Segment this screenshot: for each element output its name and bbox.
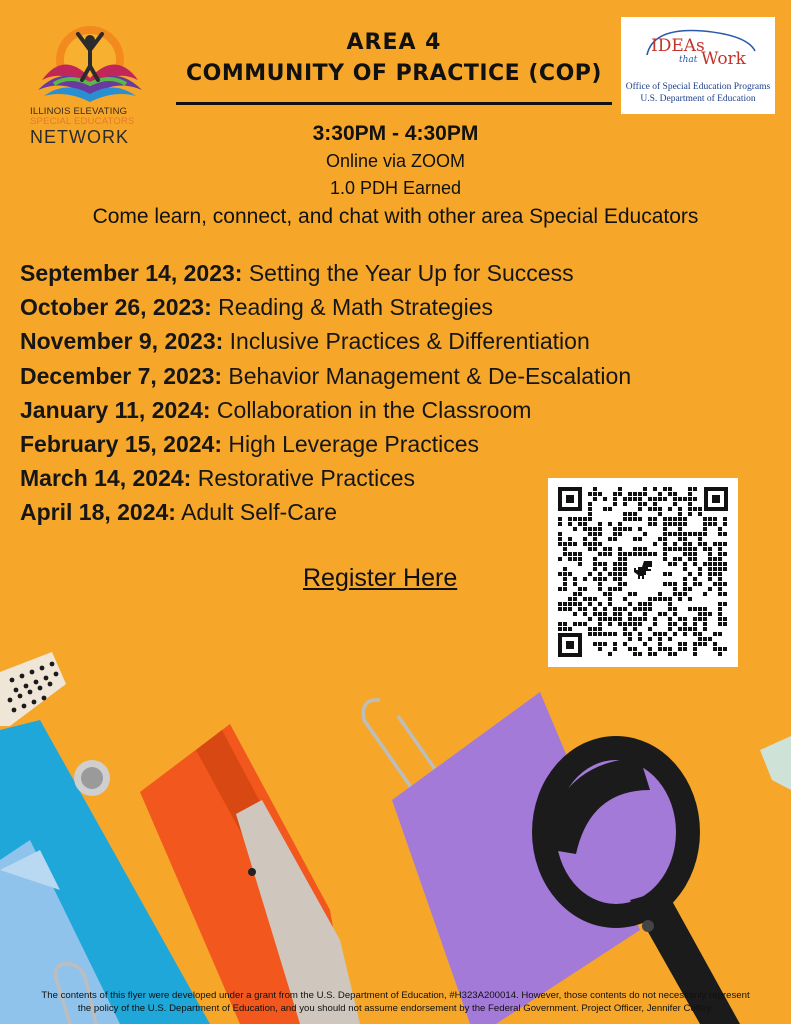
session-item xyxy=(20,359,720,393)
osep-line-1: Office of Special Education Programs xyxy=(625,82,771,92)
session-topic: Restorative Practices xyxy=(191,465,416,492)
session-item xyxy=(20,427,720,461)
title-cop: COMMUNITY OF PRACTICE (COP) xyxy=(186,61,602,86)
session-date: October 26, 2023: xyxy=(20,294,212,321)
session-item xyxy=(20,324,720,358)
session-date: April 18, 2024: xyxy=(20,499,176,526)
that-word: that xyxy=(679,55,698,65)
work-word: Work xyxy=(701,49,746,69)
logo-line-3: NETWORK xyxy=(30,127,129,147)
session-item xyxy=(20,290,720,324)
session-topic: Adult Self-Care xyxy=(175,499,338,526)
ideas-that-work-logo xyxy=(621,17,775,114)
session-date: September 14, 2023: xyxy=(20,260,243,286)
logo-line-2: SPECIAL EDUCATORS xyxy=(30,116,135,127)
register-link[interactable]: Register Here xyxy=(303,564,458,592)
session-date: January 11, 2024: xyxy=(20,396,211,423)
grant-disclaimer xyxy=(0,989,791,1015)
polka-tape xyxy=(0,652,66,726)
disclaimer-line-1: The contents of this flyer were developed under a grant from the U.S. Department of Education, #H323A200014. However, those contents do not necessarily represent xyxy=(41,990,750,1001)
session-date: December 7, 2023: xyxy=(20,362,223,389)
session-date: March 14, 2024: xyxy=(20,465,192,492)
event-time: 3:30PM - 4:30PM xyxy=(312,122,479,145)
qr-code-icon xyxy=(558,487,728,657)
session-date: February 15, 2024: xyxy=(20,431,223,458)
sunburst-people-icon xyxy=(34,20,144,104)
session-topic: High Leverage Practices xyxy=(222,431,479,458)
logo-line-1: ILLINOIS ELEVATING xyxy=(30,106,128,117)
stationery-illustration xyxy=(0,640,791,1024)
title-underline xyxy=(176,102,612,105)
session-topic: Collaboration in the Classroom xyxy=(210,396,532,423)
session-topic: Reading & Math Strategies xyxy=(211,294,494,321)
event-tagline: Come learn, connect, and chat with other area Special Educators xyxy=(92,205,699,228)
session-topic: Setting the Year Up for Success xyxy=(242,260,574,286)
event-credit: 1.0 PDH Earned xyxy=(329,178,462,198)
session-date: November 9, 2023: xyxy=(20,328,224,355)
session-item xyxy=(20,393,720,427)
session-topic: Behavior Management & De-Escalation xyxy=(222,362,632,389)
qr-code[interactable] xyxy=(548,478,738,667)
title-area: AREA 4 xyxy=(346,30,442,55)
disclaimer-line-2: the policy of the U.S. Department of Education, and you should not assume endorsement by the Federal Government. Project Officer, Jennifer Coffey. xyxy=(77,1003,714,1014)
session-topic: Inclusive Practices & Differentiation xyxy=(223,328,590,355)
session-item xyxy=(20,256,720,290)
osep-caption xyxy=(621,81,775,105)
ideas-word: IDEAs xyxy=(651,36,705,56)
event-location: Online via ZOOM xyxy=(325,151,466,171)
osep-line-2: U.S. Department of Education xyxy=(640,94,756,104)
